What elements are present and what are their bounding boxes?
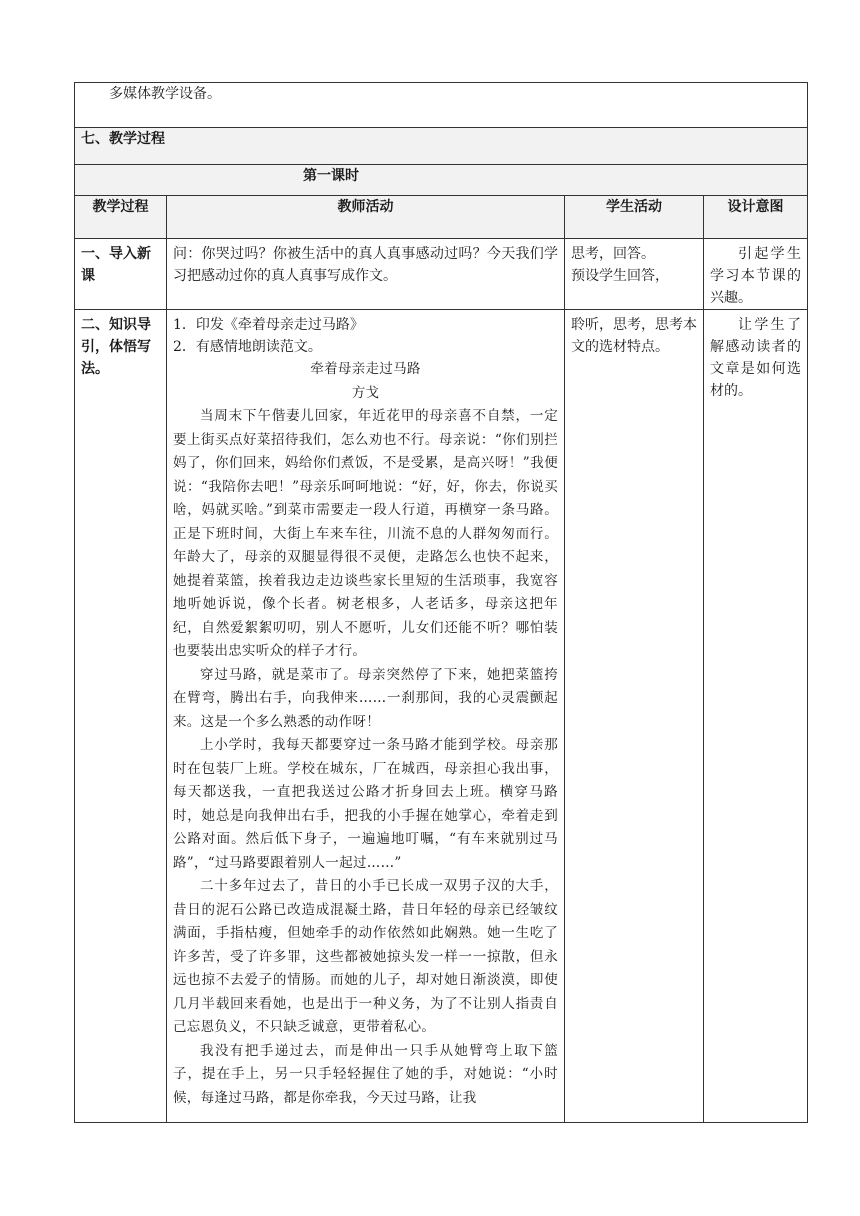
col-header-teacher: 教师活动 [167,196,565,239]
col-header-process: 教学过程 [75,196,167,239]
section-heading: 七、教学过程 [75,128,808,165]
process-cell: 一、导入新课 [75,239,167,310]
student-cell: 聆听，思考，思考本文的选材特点。 [565,310,704,1123]
intent-cell: 引起学生学习本节课的兴趣。 [704,239,808,310]
essay-author: 方戈 [351,384,380,401]
essay-paragraph: 二十多年过去了，昔日的小手已长成一双男子汉的大手，昔日的泥石公路已改造成混凝土路，昔日年轻的母亲已经皱纹满面，手指枯瘦，但她牵手的动作依然如此娴熟。她一生吃了许多苦，受了许多罪，这些都被她掠头发一样一一掠散，但永远也掠不去爱子的情肠。而她的儿子，却对她日渐淡漠，即使几月半载回来看她，也是出于一种义务，为了不让别人指责自己忘恩负义，不只缺乏诚意，更带着私心。 [173,878,558,1035]
intent-cell: 让学生了解感动读者的文章是如何选材的。 [704,310,808,1123]
col-header-intent: 设计意图 [704,196,808,239]
model-essay [173,358,558,1110]
student-line: 预设学生回答， [571,268,669,284]
essay-paragraph: 我没有把手递过去，而是伸出一只手从她臂弯上取下篮子，提在手上，另一只手轻轻握住了她的手，对她说：“小时候，每逢过马路，都是你牵我，今天过马路，让我 [173,1042,558,1106]
table-row [75,310,808,1123]
lesson-plan-table [74,82,808,1123]
column-header-row [75,196,808,239]
essay-title: 牵着母亲走过马路 [310,361,421,377]
equipment-text: 多媒体教学设备。 [75,83,808,128]
student-cell [565,239,704,310]
teacher-step: 2．有感情地朗读范文。 [173,339,322,355]
essay-paragraph: 穿过马路，就是菜市了。母亲突然停了下来，她把菜篮挎在臂弯，腾出右手，向我伸来……一刹那间，我的心灵震颤起来。这是一个多么熟悉的动作呀！ [173,666,558,730]
teacher-cell: 问：你哭过吗？你被生活中的真人真事感动过吗？今天我们学习把感动过你的真人真事写成作文。 [167,239,565,310]
teacher-step: 1．印发《牵着母亲走过马路》 [173,317,364,333]
table-row [75,239,808,310]
teacher-cell [167,310,565,1123]
equipment-row [75,83,808,128]
section-heading-row [75,128,808,165]
process-cell: 二、知识导引，体悟写法。 [75,310,167,1123]
lesson-period: 第一课时 [75,165,808,196]
essay-paragraph: 上小学时，我每天都要穿过一条马路才能到学校。母亲那时在包装厂上班。学校在城东，厂在城西，母亲担心我出事，每天都送我，一直把我送过公路才折身回去上班。横穿马路时，她总是向我伸出右手，把我的小手握在她掌心，牵着走到公路对面。然后低下身子，一遍遍地叮嘱，“有车来就别过马路”，“过马路要跟着别人一起过……” [173,737,558,871]
lesson-period-row [75,165,808,196]
col-header-student: 学生活动 [565,196,704,239]
essay-paragraph: 当周末下午偕妻儿回家，年近花甲的母亲喜不自禁，一定要上街买点好菜招待我们，怎么劝也不行。母亲说：“你们别拦妈了，你们回来，妈给你们煮饭，不是受累，是高兴呀！”我便说：“我陪你去吧！”母亲乐呵呵地说：“好，好，你去，你说买啥，妈就买啥。”到菜市需要走一段人行道，再横穿一条马路。正是下班时间，大街上车来车往，川流不息的人群匆匆而行。年龄大了，母亲的双腿显得很不灵便，走路怎么也快不起来，她提着菜篮，挨着我边走边谈些家长里短的生活琐事，我宽容地听她诉说，像个长者。树老根多，人老话多，母亲这把年纪，自然爱絮絮叨叨，别人不愿听，儿女们还能不听？哪怕装也要装出忠实听众的样子才行。 [173,408,558,659]
student-line: 思考，回答。 [571,246,655,262]
